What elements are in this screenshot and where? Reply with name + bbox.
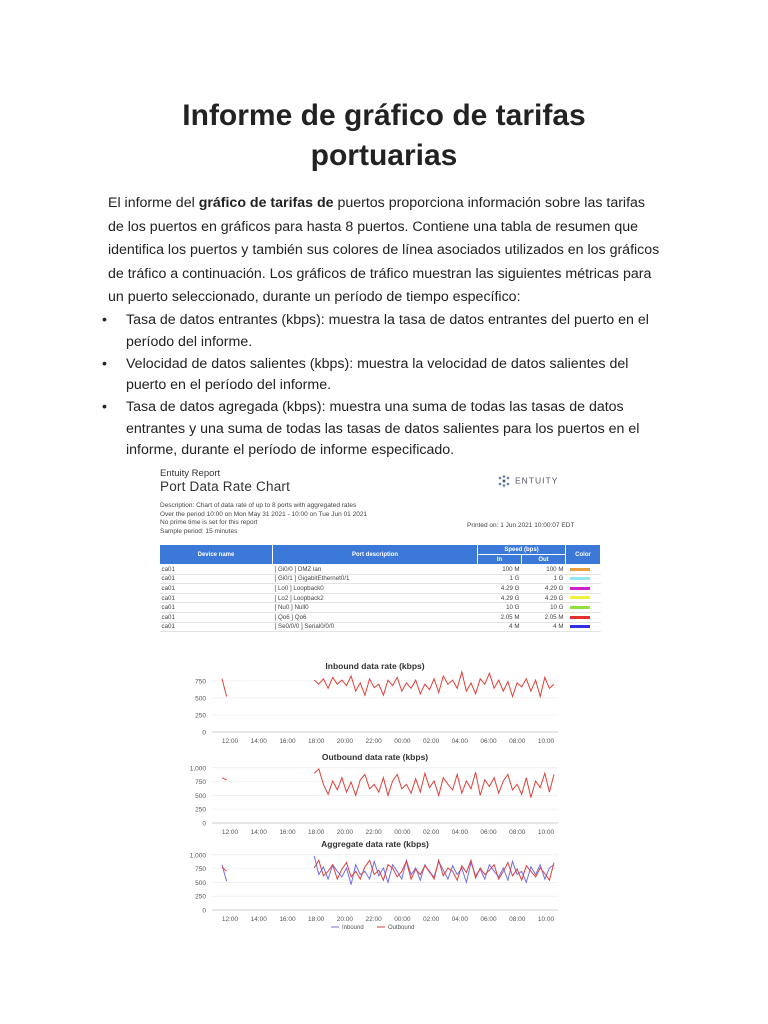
x-tick-label: 22:00: [365, 829, 382, 836]
x-tick-label: 22:00: [365, 738, 382, 745]
metrics-list: [102, 310, 663, 462]
y-tick-label: 500: [195, 879, 206, 887]
col-in: In: [478, 555, 522, 565]
cell-device: ca01: [160, 593, 273, 603]
table-row: [160, 565, 601, 575]
bullet-icon: •: [102, 355, 107, 372]
col-device: Device name: [160, 545, 273, 565]
y-tick-label: 500: [195, 792, 206, 800]
x-tick-label: 18:00: [308, 916, 325, 923]
aggregate-chart: [180, 838, 570, 930]
col-port: Port description: [273, 545, 478, 565]
x-tick-label: 02:00: [422, 738, 440, 745]
chart-title: Outbound data rate (kbps): [321, 752, 429, 762]
cell-out: 10 G: [522, 603, 566, 613]
entuity-logo-icon: [497, 474, 511, 488]
x-tick-label: 20:00: [336, 738, 354, 745]
table-row: [160, 574, 601, 584]
list-item: [102, 397, 663, 462]
list-item-text: Tasa de datos entrantes (kbps): muestra la tasa de datos entrantes del puerto en el período del informe.: [126, 312, 649, 350]
x-tick-label: 14:00: [250, 829, 267, 836]
cell-out: 4.29 G: [522, 584, 566, 594]
chart-legend: [331, 925, 414, 930]
x-tick-label: 14:00: [250, 738, 267, 745]
report-sample: Sample period: 15 minutes: [160, 527, 238, 535]
cell-out: 4.29 G: [522, 593, 566, 603]
intro-paragraph: [108, 192, 663, 310]
cell-color: [566, 603, 601, 613]
x-tick-label: 04:00: [451, 916, 468, 923]
y-tick-label: 1,000: [189, 765, 206, 773]
cell-color: [566, 574, 601, 584]
col-speed: Speed (bps): [478, 545, 566, 555]
series-line-data: [314, 672, 554, 697]
logo-text: ENTUITY: [515, 475, 559, 486]
report-header-small: Entuity Report: [160, 468, 221, 479]
bullet-icon: •: [102, 399, 107, 415]
report-printed: Printed on: 1 Jun 2021 10:00:07 EDT: [467, 522, 575, 529]
report-period: Over the period 10:00 on Mon May 31 2021 - 10:00 on Tue Jun 01 2021: [160, 510, 368, 518]
x-tick-label: 12:00: [221, 738, 239, 745]
color-swatch: [570, 568, 590, 571]
x-tick-label: 20:00: [336, 916, 354, 923]
table-row: [160, 612, 601, 622]
series-line-data: [314, 769, 554, 798]
col-out: Out: [522, 555, 566, 565]
cell-out: 2.05 M: [522, 612, 566, 622]
list-item: [102, 310, 663, 353]
chart-title: Inbound data rate (kbps): [325, 661, 425, 671]
table-row: [160, 603, 601, 613]
y-tick-label: 750: [195, 678, 206, 686]
x-tick-label: 08:00: [509, 829, 526, 836]
color-swatch: [570, 625, 590, 628]
x-tick-label: 16:00: [279, 738, 296, 745]
entuity-logo: [497, 474, 558, 488]
y-tick-label: 250: [195, 806, 206, 814]
cell-in: 100 M: [478, 565, 522, 575]
list-item-text: Tasa de datos agregada (kbps): muestra una suma de todas las tasas de datos entrantes y una suma de todas las tasas de datos salientes para los puertos en el informe, durante el período de informe especificado.: [126, 399, 640, 458]
x-tick-label: 18:00: [308, 738, 325, 745]
title-line-1: Informe de gráfico de tarifas: [182, 99, 586, 132]
cell-port: [ Gi0/0 ] DMZ lan: [273, 565, 478, 575]
cell-device: ca01: [160, 565, 273, 575]
cell-color: [566, 565, 601, 575]
list-item: [102, 354, 663, 397]
list-item-text: Velocidad de datos salientes (kbps): muestra la velocidad de datos salientes del puerto en el período del informe.: [126, 355, 629, 393]
legend-label: Inbound: [342, 925, 364, 930]
cell-in: 4.29 G: [478, 593, 522, 603]
x-tick-label: 06:00: [480, 738, 497, 745]
cell-port: [ Gi0/1 ] GigabitEthernet0/1: [273, 574, 478, 584]
series-line-data: [222, 778, 227, 780]
y-tick-label: 0: [202, 729, 206, 737]
x-tick-label: 00:00: [394, 916, 411, 923]
intro-prefix: El informe del: [108, 195, 199, 211]
x-tick-label: 08:00: [509, 916, 526, 923]
report-description: Description: Chart of data rate of up to 8 ports with aggregated rates: [160, 502, 357, 509]
x-tick-label: 04:00: [451, 738, 468, 745]
cell-color: [566, 622, 601, 632]
cell-in: 4.29 G: [478, 584, 522, 594]
series-line-outbound: [222, 867, 227, 871]
cell-device: ca01: [160, 622, 273, 632]
bullet-icon: •: [102, 312, 107, 328]
cell-port: [ Lo0 ] Loopback0: [273, 584, 478, 594]
series-line-data: [222, 679, 227, 697]
cell-out: 1 G: [522, 574, 566, 584]
x-tick-label: 00:00: [394, 738, 411, 745]
x-tick-label: 06:00: [480, 916, 497, 923]
intro-bold: gráfico de tarifas de: [198, 195, 334, 211]
cell-device: ca01: [160, 603, 273, 613]
x-tick-label: 06:00: [480, 829, 497, 836]
port-data-rate-report: [157, 464, 603, 644]
cell-color: [566, 612, 601, 622]
cell-in: 4 M: [478, 622, 522, 632]
cell-port: [ Qo6 ] Qo6: [273, 612, 478, 622]
x-tick-label: 12:00: [221, 916, 239, 923]
col-color: Color: [566, 545, 601, 565]
y-tick-label: 750: [195, 779, 206, 787]
inbound-chart: [180, 660, 570, 752]
table-row: [160, 593, 601, 603]
cell-device: ca01: [160, 612, 273, 622]
cell-color: [566, 593, 601, 603]
cell-out: 100 M: [522, 565, 566, 575]
cell-device: ca01: [160, 584, 273, 594]
table-row: [160, 622, 601, 632]
cell-device: ca01: [160, 574, 273, 584]
y-tick-label: 500: [195, 695, 206, 703]
cell-port: [ Nu0 ] Null0: [273, 603, 478, 613]
report-prime-time: No prime time is set for this report: [160, 519, 258, 526]
y-tick-label: 750: [195, 866, 206, 874]
color-swatch: [570, 596, 590, 599]
x-tick-label: 02:00: [422, 829, 440, 836]
legend-label: Outbound: [388, 925, 415, 930]
cell-port: [ Lo2 ] Loopback2: [273, 593, 478, 603]
color-swatch: [570, 606, 590, 609]
cell-in: 10 G: [478, 603, 522, 613]
ports-table: [159, 544, 601, 632]
series-line-outbound: [314, 860, 554, 880]
color-swatch: [570, 616, 590, 619]
y-tick-label: 0: [202, 907, 206, 915]
intro-rest: puertos proporciona información sobre las tarifas de los puertos en gráficos para hasta 8 puertos. Contiene una tabla de resumen que identifica los puertos y también sus colores de línea asociados utilizados en los gráficos de tráfico a continuación. Los gráficos de tráfico muestran las siguientes métricas para un puerto seleccionado, durante un período de tiempo específico:: [108, 195, 660, 306]
y-tick-label: 250: [195, 712, 206, 720]
table-row: [160, 584, 601, 594]
x-tick-label: 16:00: [279, 916, 296, 923]
cell-in: 2.05 M: [478, 612, 522, 622]
title-line-2: portuarias: [310, 139, 458, 172]
x-tick-label: 08:00: [509, 738, 526, 745]
x-tick-label: 20:00: [336, 829, 354, 836]
x-tick-label: 04:00: [451, 829, 468, 836]
report-header-large: Port Data Rate Chart: [160, 479, 291, 494]
cell-port: [ Se0/0/0 ] Serial0/0/0: [273, 622, 478, 632]
cell-color: [566, 584, 601, 594]
x-tick-label: 12:00: [221, 829, 239, 836]
x-tick-label: 14:00: [250, 916, 267, 923]
document-title: [0, 96, 768, 176]
cell-in: 1 G: [478, 574, 522, 584]
color-swatch: [570, 587, 590, 590]
y-tick-label: 250: [195, 893, 206, 901]
y-tick-label: 0: [202, 820, 206, 828]
y-tick-label: 1,000: [189, 852, 206, 860]
x-tick-label: 02:00: [422, 916, 440, 923]
x-tick-label: 10:00: [537, 738, 555, 745]
x-tick-label: 00:00: [394, 829, 411, 836]
x-tick-label: 10:00: [537, 829, 555, 836]
outbound-chart: [180, 751, 570, 843]
x-tick-label: 18:00: [308, 829, 325, 836]
x-tick-label: 22:00: [365, 916, 382, 923]
x-tick-label: 10:00: [537, 916, 555, 923]
chart-title: Aggregate data rate (kbps): [321, 839, 429, 849]
cell-out: 4 M: [522, 622, 566, 632]
x-tick-label: 16:00: [279, 829, 296, 836]
report-meta: [160, 502, 367, 536]
color-swatch: [570, 577, 590, 580]
